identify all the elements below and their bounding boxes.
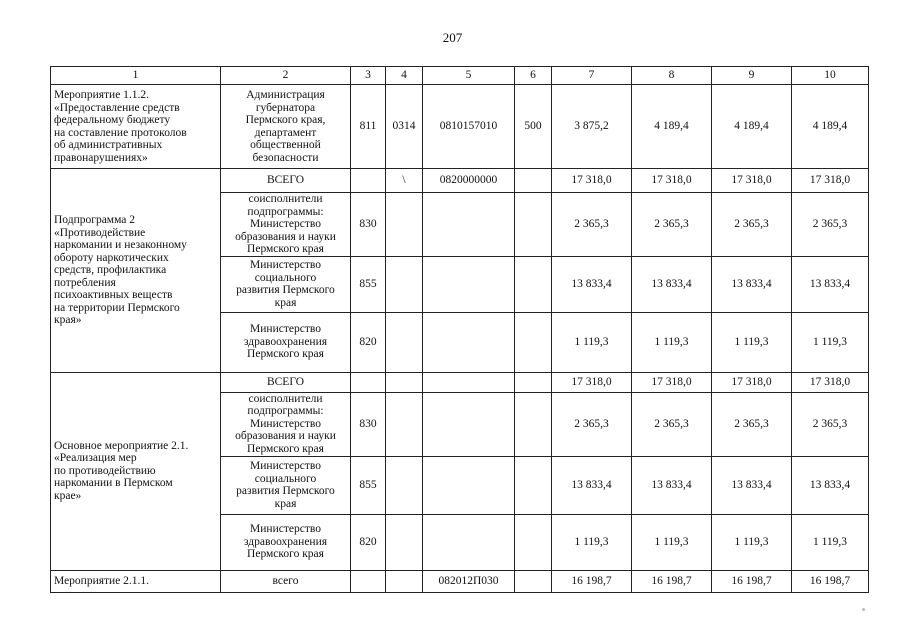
- executor-cell: ВСЕГО: [221, 169, 351, 193]
- target-article-cell: 0820000000: [423, 169, 515, 193]
- expense-type-cell: [515, 456, 552, 514]
- year-3-amount-cell: 2 365,3: [712, 392, 792, 456]
- expense-type-cell: [515, 169, 552, 193]
- year-1-amount-cell: 13 833,4: [552, 256, 632, 312]
- year-1-amount-cell: 17 318,0: [552, 372, 632, 392]
- expense-type-cell: [515, 514, 552, 570]
- executor-cell: Министерство социального развития Пермского края: [221, 456, 351, 514]
- year-3-amount-cell: 17 318,0: [712, 372, 792, 392]
- table-body: [51, 67, 869, 593]
- year-1-amount-cell: 1 119,3: [552, 312, 632, 372]
- grbs-code-cell: 820: [351, 514, 386, 570]
- expense-type-cell: [515, 256, 552, 312]
- year-3-amount-cell: 17 318,0: [712, 169, 792, 193]
- activity-label-cell: Мероприятие 1.1.2. «Предоставление средств федеральному бюджету на составление протоколов об административных правонарушениях»: [51, 85, 221, 169]
- table-row: [51, 85, 869, 169]
- year-2-amount-cell: 4 189,4: [632, 85, 712, 169]
- year-4-amount-cell: 2 365,3: [792, 392, 869, 456]
- target-article-cell: [423, 256, 515, 312]
- column-header-8: 8: [632, 67, 712, 85]
- year-4-amount-cell: 17 318,0: [792, 372, 869, 392]
- column-header-10: 10: [792, 67, 869, 85]
- executor-cell: ВСЕГО: [221, 372, 351, 392]
- column-header-6: 6: [515, 67, 552, 85]
- section-code-cell: \: [386, 169, 423, 193]
- target-article-cell: [423, 372, 515, 392]
- target-article-cell: [423, 514, 515, 570]
- target-article-cell: 082012П030: [423, 570, 515, 592]
- expense-type-cell: [515, 372, 552, 392]
- section-code-cell: [386, 514, 423, 570]
- executor-cell: Министерство социального развития Пермского края: [221, 256, 351, 312]
- year-4-amount-cell: 16 198,7: [792, 570, 869, 592]
- target-article-cell: 0810157010: [423, 85, 515, 169]
- column-header-7: 7: [552, 67, 632, 85]
- section-code-cell: [386, 193, 423, 257]
- year-1-amount-cell: 1 119,3: [552, 514, 632, 570]
- year-2-amount-cell: 13 833,4: [632, 256, 712, 312]
- activity-label-cell: Подпрограмма 2 «Противодействие наркомании и незаконному обороту наркотических средств, профилактика потребления психоактивных веществ на территории Пермского края»: [51, 169, 221, 373]
- section-code-cell: [386, 372, 423, 392]
- year-1-amount-cell: 2 365,3: [552, 392, 632, 456]
- column-header-3: 3: [351, 67, 386, 85]
- grbs-code-cell: 811: [351, 85, 386, 169]
- section-code-cell: [386, 456, 423, 514]
- section-code-cell: [386, 256, 423, 312]
- executor-cell: всего: [221, 570, 351, 592]
- target-article-cell: [423, 456, 515, 514]
- grbs-code-cell: [351, 570, 386, 592]
- expense-type-cell: [515, 392, 552, 456]
- header-row: [51, 67, 869, 85]
- activity-label-cell: Мероприятие 2.1.1.: [51, 570, 221, 592]
- year-2-amount-cell: 1 119,3: [632, 312, 712, 372]
- column-header-1: 1: [51, 67, 221, 85]
- year-2-amount-cell: 1 119,3: [632, 514, 712, 570]
- grbs-code-cell: [351, 372, 386, 392]
- activity-label-cell: Основное мероприятие 2.1. «Реализация мер по противодействию наркомании в Пермском крае»: [51, 372, 221, 570]
- column-header-2: 2: [221, 67, 351, 85]
- column-header-4: 4: [386, 67, 423, 85]
- year-1-amount-cell: 3 875,2: [552, 85, 632, 169]
- grbs-code-cell: [351, 169, 386, 193]
- year-1-amount-cell: 13 833,4: [552, 456, 632, 514]
- year-4-amount-cell: 1 119,3: [792, 514, 869, 570]
- column-header-5: 5: [423, 67, 515, 85]
- grbs-code-cell: 830: [351, 193, 386, 257]
- year-3-amount-cell: 16 198,7: [712, 570, 792, 592]
- expense-type-cell: [515, 312, 552, 372]
- executor-cell: соисполнители подпрограммы: Министерство образования и науки Пермского края: [221, 392, 351, 456]
- year-4-amount-cell: 2 365,3: [792, 193, 869, 257]
- year-2-amount-cell: 2 365,3: [632, 392, 712, 456]
- page-number: 207: [442, 30, 463, 45]
- year-3-amount-cell: 13 833,4: [712, 256, 792, 312]
- target-article-cell: [423, 312, 515, 372]
- year-3-amount-cell: 1 119,3: [712, 514, 792, 570]
- expense-type-cell: [515, 570, 552, 592]
- section-code-cell: [386, 570, 423, 592]
- grbs-code-cell: 855: [351, 256, 386, 312]
- year-2-amount-cell: 16 198,7: [632, 570, 712, 592]
- grbs-code-cell: 830: [351, 392, 386, 456]
- year-2-amount-cell: 17 318,0: [632, 372, 712, 392]
- year-1-amount-cell: 16 198,7: [552, 570, 632, 592]
- year-4-amount-cell: 1 119,3: [792, 312, 869, 372]
- scan-dot: [862, 608, 865, 611]
- section-code-cell: [386, 312, 423, 372]
- year-4-amount-cell: 13 833,4: [792, 456, 869, 514]
- executor-cell: Министерство здравоохранения Пермского края: [221, 514, 351, 570]
- year-4-amount-cell: 4 189,4: [792, 85, 869, 169]
- year-2-amount-cell: 17 318,0: [632, 169, 712, 193]
- executor-cell: соисполнители подпрограммы: Министерство образования и науки Пермского края: [221, 193, 351, 257]
- year-1-amount-cell: 17 318,0: [552, 169, 632, 193]
- section-code-cell: [386, 392, 423, 456]
- grbs-code-cell: 820: [351, 312, 386, 372]
- executor-cell: Администрация губернатора Пермского края, департамент общественной безопасности: [221, 85, 351, 169]
- year-3-amount-cell: 1 119,3: [712, 312, 792, 372]
- target-article-cell: [423, 193, 515, 257]
- year-3-amount-cell: 13 833,4: [712, 456, 792, 514]
- year-1-amount-cell: 2 365,3: [552, 193, 632, 257]
- year-3-amount-cell: 4 189,4: [712, 85, 792, 169]
- table-row: [51, 570, 869, 592]
- table-row: [51, 169, 869, 193]
- year-4-amount-cell: 13 833,4: [792, 256, 869, 312]
- executor-cell: Министерство здравоохранения Пермского края: [221, 312, 351, 372]
- target-article-cell: [423, 392, 515, 456]
- column-header-9: 9: [712, 67, 792, 85]
- expense-type-cell: 500: [515, 85, 552, 169]
- budget-table: [50, 66, 869, 593]
- year-3-amount-cell: 2 365,3: [712, 193, 792, 257]
- year-4-amount-cell: 17 318,0: [792, 169, 869, 193]
- section-code-cell: 0314: [386, 85, 423, 169]
- year-2-amount-cell: 2 365,3: [632, 193, 712, 257]
- year-2-amount-cell: 13 833,4: [632, 456, 712, 514]
- expense-type-cell: [515, 193, 552, 257]
- table-row: [51, 372, 869, 392]
- grbs-code-cell: 855: [351, 456, 386, 514]
